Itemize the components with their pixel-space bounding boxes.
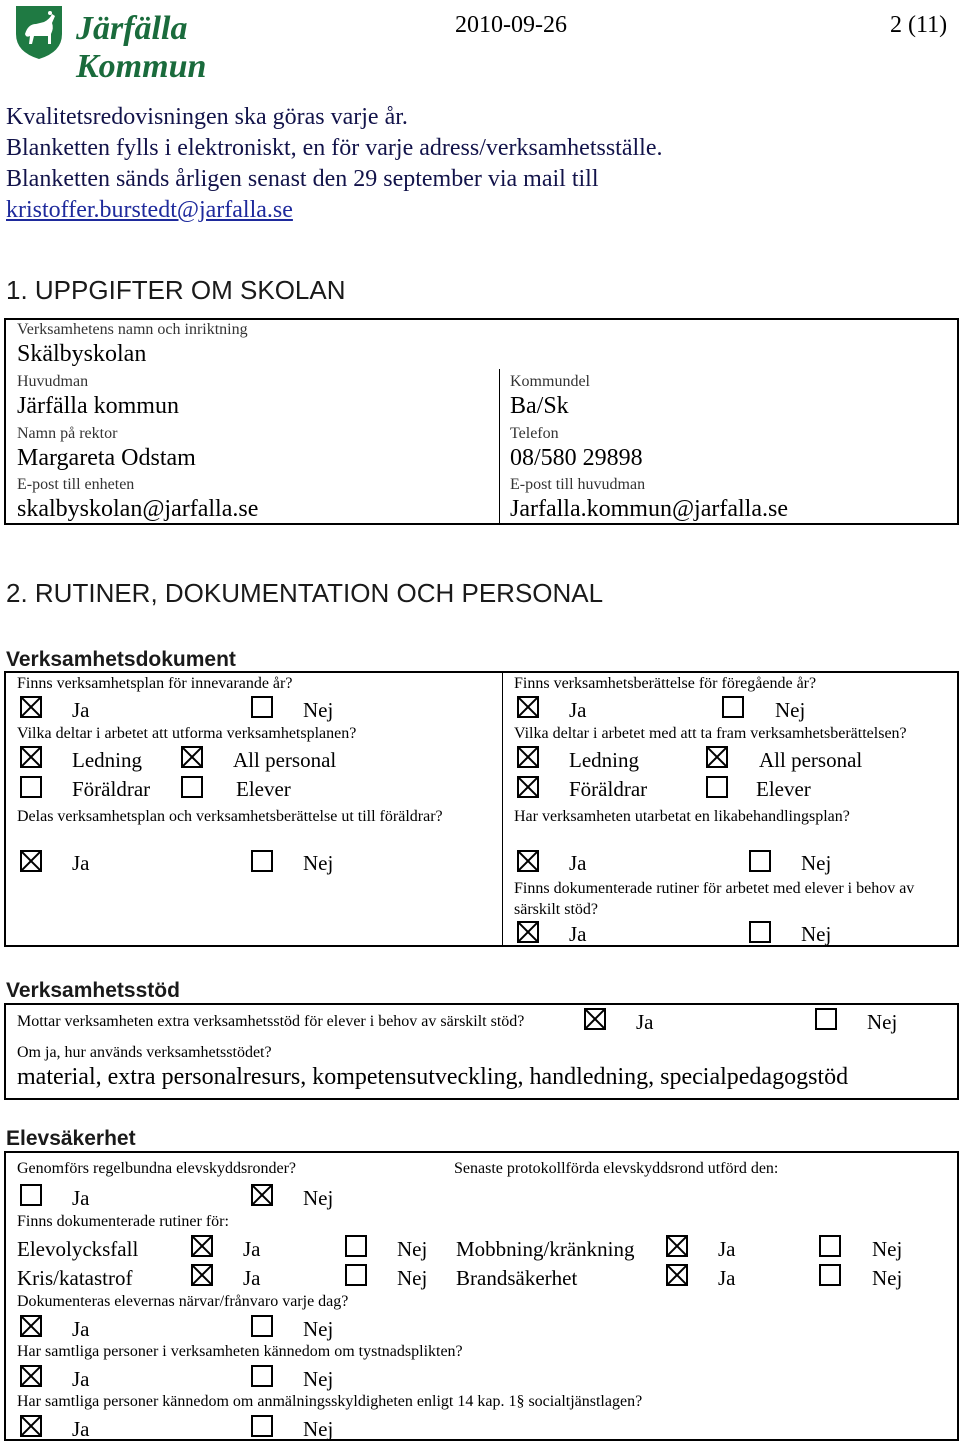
es-rond-date-question: Senaste protokollförda elevskyddsrond utförd den:: [454, 1160, 779, 1177]
vd-delas-ja-checkbox[interactable]: [20, 850, 42, 872]
option-all-personal: All personal: [233, 748, 337, 772]
es-mobbning-label: Mobbning/kränkning: [456, 1237, 635, 1261]
checkbox-cross-icon: [22, 1417, 40, 1435]
option-ja: Ja: [569, 922, 587, 946]
checkbox-cross-icon: [519, 698, 537, 716]
option-ledning: Ledning: [72, 748, 142, 772]
option-elever: Elever: [236, 777, 291, 801]
verksamhetsdokument-heading: Verksamhetsdokument: [6, 648, 236, 671]
option-ja: Ja: [569, 698, 587, 722]
kommundel-value: Ba/Sk: [510, 393, 569, 419]
option-foraldrar: Föräldrar: [72, 777, 151, 801]
vd-ber-ledning-checkbox[interactable]: [517, 746, 539, 768]
option-ledning: Ledning: [569, 748, 639, 772]
option-nej: Nej: [872, 1266, 903, 1290]
option-ja: Ja: [72, 1417, 90, 1441]
page-number: 2 (11): [890, 12, 948, 38]
option-elever: Elever: [756, 777, 811, 801]
vd-plan-elever-checkbox[interactable]: [181, 776, 203, 798]
vd-delas-question: Delas verksamhetsplan och verksamhetsberättelse ut till föräldrar?: [17, 808, 443, 825]
school-info-divider: [499, 369, 500, 525]
option-nej: Nej: [303, 698, 334, 722]
es-kris-label: Kris/katastrof: [17, 1266, 133, 1290]
vd-lika-ja-checkbox[interactable]: [517, 850, 539, 872]
es-kris-ja-checkbox[interactable]: [191, 1264, 213, 1286]
checkbox-cross-icon: [22, 852, 40, 870]
es-kris-nej-checkbox[interactable]: [345, 1264, 367, 1286]
vs-nej-checkbox[interactable]: [815, 1008, 837, 1030]
kommundel-label: Kommundel: [510, 373, 590, 390]
verksamhetsdokument-divider: [502, 671, 503, 947]
section-2-title: 2. RUTINER, DOKUMENTATION OCH PERSONAL: [6, 578, 604, 608]
intro-line-2: Blanketten fylls i elektroniskt, en för varje adress/verksamhetsställe.: [6, 135, 663, 161]
verksamhet-label: Verksamhetens namn och inriktning: [17, 321, 248, 338]
checkbox-cross-icon: [183, 748, 201, 766]
option-ja: Ja: [243, 1266, 261, 1290]
option-foraldrar: Föräldrar: [569, 777, 648, 801]
coat-of-arms-icon: [14, 4, 64, 60]
document-date: 2010-09-26: [455, 12, 567, 38]
vs-usage-answer: material, extra personalresurs, kompetensutveckling, handledning, specialpedagogstöd: [17, 1064, 849, 1090]
option-nej: Nej: [801, 851, 832, 875]
es-anm-nej-checkbox[interactable]: [251, 1415, 273, 1437]
option-ja: Ja: [72, 698, 90, 722]
telefon-label: Telefon: [510, 425, 559, 442]
checkbox-cross-icon: [22, 698, 40, 716]
option-nej: Nej: [303, 851, 334, 875]
elevsakerhet-heading: Elevsäkerhet: [6, 1127, 136, 1150]
es-tystnadsplikt-question: Har samtliga personer i verksamheten kännedom om tystnadsplikten?: [17, 1343, 463, 1360]
es-olycks-ja-checkbox[interactable]: [191, 1235, 213, 1257]
epost-enhet-value: skalbyskolan@jarfalla.se: [17, 496, 259, 522]
vd-ber-nej-checkbox[interactable]: [722, 696, 744, 718]
checkbox-cross-icon: [519, 778, 537, 796]
option-ja: Ja: [569, 851, 587, 875]
option-all-personal: All personal: [759, 748, 863, 772]
vd-ber-elever-checkbox[interactable]: [706, 776, 728, 798]
option-nej: Nej: [867, 1010, 898, 1034]
es-mobb-ja-checkbox[interactable]: [666, 1235, 688, 1257]
option-ja: Ja: [72, 1317, 90, 1341]
option-ja: Ja: [72, 1186, 90, 1210]
option-ja: Ja: [243, 1237, 261, 1261]
es-brand-nej-checkbox[interactable]: [819, 1264, 841, 1286]
option-nej: Nej: [397, 1237, 428, 1261]
checkbox-cross-icon: [668, 1237, 686, 1255]
option-nej: Nej: [775, 698, 806, 722]
logo: [14, 4, 304, 85]
option-ja: Ja: [72, 1367, 90, 1391]
checkbox-cross-icon: [193, 1237, 211, 1255]
school-info-box: [4, 318, 959, 525]
rektor-value: Margareta Odstam: [17, 445, 196, 471]
es-rond-nej-checkbox[interactable]: [251, 1184, 273, 1206]
es-tyst-ja-checkbox[interactable]: [20, 1365, 42, 1387]
es-anm-ja-checkbox[interactable]: [20, 1415, 42, 1437]
checkbox-cross-icon: [22, 1367, 40, 1385]
checkbox-cross-icon: [586, 1010, 604, 1028]
vd-delas-nej-checkbox[interactable]: [251, 850, 273, 872]
verksamhet-value: Skälbyskolan: [17, 341, 147, 367]
vd-berattelse-question: Finns verksamhetsberättelse för föregående år?: [514, 675, 817, 692]
vd-plan-ledning-checkbox[interactable]: [20, 746, 42, 768]
checkbox-cross-icon: [253, 1186, 271, 1204]
option-nej: Nej: [801, 922, 832, 946]
verksamhetsstod-heading: Verksamhetsstöd: [6, 979, 180, 1002]
es-narvaro-question: Dokumenteras elevernas närvar/frånvaro varje dag?: [17, 1293, 349, 1310]
vd-plan-allpersonal-checkbox[interactable]: [181, 746, 203, 768]
vd-rutiner-question: Finns dokumenterade rutiner för arbetet med elever i behov av särskilt stöd?: [514, 880, 915, 918]
vd-ber-participants-question: Vilka deltar i arbetet med att ta fram verksamhetsberättelsen?: [514, 725, 907, 742]
telefon-value: 08/580 29898: [510, 445, 643, 471]
intro-line-1: Kvalitetsredovisningen ska göras varje år.: [6, 104, 408, 130]
checkbox-cross-icon: [22, 748, 40, 766]
es-olycks-nej-checkbox[interactable]: [345, 1235, 367, 1257]
epost-huvudman-label: E-post till huvudman: [510, 476, 646, 493]
es-tyst-nej-checkbox[interactable]: [251, 1365, 273, 1387]
vd-rutin-nej-checkbox[interactable]: [749, 921, 771, 943]
es-mobb-nej-checkbox[interactable]: [819, 1235, 841, 1257]
checkbox-cross-icon: [193, 1266, 211, 1284]
option-nej: Nej: [303, 1317, 334, 1341]
epost-enhet-label: E-post till enheten: [17, 476, 135, 493]
checkbox-cross-icon: [519, 852, 537, 870]
es-rond-ja-checkbox[interactable]: [20, 1184, 42, 1206]
vd-plan-foraldrar-checkbox[interactable]: [20, 776, 42, 798]
checkbox-cross-icon: [22, 1317, 40, 1335]
section-1-title: 1. UPPGIFTER OM SKOLAN: [6, 275, 346, 305]
option-ja: Ja: [718, 1237, 736, 1261]
es-brand-label: Brandsäkerhet: [456, 1266, 578, 1290]
logo-name: Järfälla Kommun: [76, 10, 207, 85]
vd-rutin-ja-checkbox[interactable]: [517, 921, 539, 943]
vs-ja-checkbox[interactable]: [584, 1008, 606, 1030]
huvudman-value: Järfälla kommun: [17, 393, 179, 419]
epost-huvudman-value: Jarfalla.kommun@jarfalla.se: [510, 496, 788, 522]
option-nej: Nej: [397, 1266, 428, 1290]
vd-likabehandling-question: Har verksamheten utarbetat en likabehandlingsplan?: [514, 808, 850, 825]
option-nej: Nej: [872, 1237, 903, 1261]
vs-question: Mottar verksamheten extra verksamhetsstöd för elever i behov av särskilt stöd?: [17, 1013, 525, 1030]
checkbox-cross-icon: [708, 748, 726, 766]
es-rutiner-question: Finns dokumenterade rutiner för:: [17, 1213, 229, 1230]
rektor-label: Namn på rektor: [17, 425, 118, 442]
vd-plan-nej-checkbox[interactable]: [251, 696, 273, 718]
checkbox-cross-icon: [519, 923, 537, 941]
huvudman-label: Huvudman: [17, 373, 89, 390]
vd-ber-foraldrar-checkbox[interactable]: [517, 776, 539, 798]
option-ja: Ja: [636, 1010, 654, 1034]
es-anmalningsskyldighet-question: Har samtliga personer kännedom om anmälningsskyldigheten enligt 14 kap. 1§ socialtjänstlagen?: [17, 1393, 643, 1410]
es-elevolycksfall-label: Elevolycksfall: [17, 1237, 139, 1261]
intro-text: [6, 102, 946, 226]
vd-plan-ja-checkbox[interactable]: [20, 696, 42, 718]
es-rond-question: Genomförs regelbundna elevskyddsronder?: [17, 1160, 297, 1177]
option-nej: Nej: [303, 1186, 334, 1210]
vs-usage-question: Om ja, hur används verksamhetsstödet?: [17, 1044, 272, 1061]
vd-ber-ja-checkbox[interactable]: [517, 696, 539, 718]
es-narvaro-ja-checkbox[interactable]: [20, 1315, 42, 1337]
vd-ber-allpersonal-checkbox[interactable]: [706, 746, 728, 768]
option-nej: Nej: [303, 1417, 334, 1441]
contact-email-link[interactable]: kristoffer.burstedt@jarfalla.se: [6, 197, 293, 223]
option-ja: Ja: [72, 851, 90, 875]
option-ja: Ja: [718, 1266, 736, 1290]
vd-plan-question: Finns verksamhetsplan för innevarande år?: [17, 675, 293, 692]
es-brand-ja-checkbox[interactable]: [666, 1264, 688, 1286]
option-nej: Nej: [303, 1367, 334, 1391]
vd-plan-participants-question: Vilka deltar i arbetet att utforma verksamhetsplanen?: [17, 725, 357, 742]
es-narvaro-nej-checkbox[interactable]: [251, 1315, 273, 1337]
intro-line-3: Blanketten sänds årligen senast den 29 september via mail till: [6, 166, 599, 192]
checkbox-cross-icon: [668, 1266, 686, 1284]
checkbox-cross-icon: [519, 748, 537, 766]
vd-lika-nej-checkbox[interactable]: [749, 850, 771, 872]
